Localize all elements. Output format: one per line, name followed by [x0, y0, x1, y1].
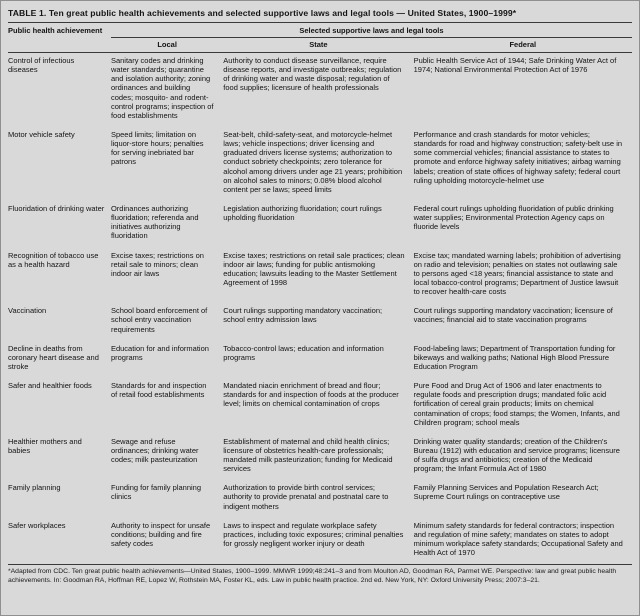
achievement-cell: Healthier mothers and babies — [8, 436, 82, 455]
table-row — [8, 518, 632, 565]
footnote: *Adapted from CDC. Ten great public health achievements—United States, 1900–1999. MMWR 1999;48:241–3 and from Moulton AD, Goodman RA, Parmet WE. Perspective: law and great public health achievements. In: Goodman RA, Hoffman RE, Lopez W, Rothstein MA, Foster KL, eds. Law in public health practice. 2nd ed. New York, NY: Oxford University Press; 2007:3–21. — [8, 568, 617, 585]
local-cell: Authority to inspect for unsafe conditions; building and fire safety codes — [110, 520, 211, 549]
achievement-cell: Motor vehicle safety — [8, 129, 75, 139]
table-row — [8, 341, 632, 378]
state-cell: Excise taxes; restrictions on retail sale practices; clean indoor air laws; funding for public antismoking education; lawsuits leading to the Master Settlement Agreement of 1998 — [223, 250, 405, 287]
local-cell: Speed limits; limitation on liquor-store hours; penalties for serving inebriated bar patrons — [110, 129, 204, 167]
federal-cell: Pure Food and Drug Act of 1906 and later enactments to regulate foods and prescription drugs; mandated folic acid fortification of cereal grain products; limits on chemical contamination of crops; food stamps; the Women, Infants, and Children program; school meals — [413, 381, 620, 427]
federal-cell: Excise tax; mandated warning labels; prohibition of advertising on radio and television; penalties on states not outlawing sale to persons aged <18 years; financial assistance to state and local tobacco-control programs; Department of Justice lawsuit to recover health-care costs — [413, 250, 621, 297]
group-header-row — [8, 23, 632, 38]
federal-cell: Performance and crash standards for motor vehicles; standards for road and highway construction; safety-belt use in some commercial vehicles; financial assistance to states to promote and enforce highway safety initiatives; airbag warning labels; creation of state offices of highway safety; federal court ruling upholding motorcycle-helmet use — [413, 129, 623, 185]
state-cell: Seat-belt, child-safety-seat, and motorcycle-helmet laws; vehicle inspections; driver licensing and graduated drivers license systems; authorization to conduct sobriety checkpoints; zero tolerance for alcohol among drivers under age 21 years; prohibition on alcohol sales to minors; 0.08% blood alcohol content per se laws; speed limits — [223, 129, 403, 194]
federal-cell: Public Health Service Act of 1944; Safe Drinking Water Act of 1974; National Environmental Protection Act of 1976 — [413, 56, 617, 75]
state-cell: Tobacco-control laws; education and information programs — [223, 343, 384, 362]
col-header-local: Local — [111, 38, 223, 53]
local-cell: Ordinances authorizing fluoridation; referenda and initiatives authorizing fluoridation — [110, 203, 199, 241]
federal-cell: Minimum safety standards for federal contractors; inspection and regulation of mine safety; mandates on states to adopt minimum workplace safety standards; Occupational Safety and Health Act of 1970 — [413, 520, 623, 558]
local-cell: Education for and information programs — [110, 343, 209, 362]
col-header-state: State — [223, 38, 413, 53]
state-cell: Court rulings supporting mandatory vaccination; school entry admission laws — [223, 306, 383, 325]
federal-cell: Drinking water quality standards; creation of the Children's Bureau (1912) with education and service programs; licensure of sulfa drugs and antibiotics; creation of the Medicaid program; the Infant Formula Act of 1980 — [413, 436, 620, 474]
achievement-cell: Family planning — [8, 483, 61, 493]
table-row — [8, 127, 632, 201]
state-cell: Authority to conduct disease surveillance, require disease reports, and investigate outbreaks; regulation of drinking water and waste disposal; regulation of food supplies; licensure of health professionals — [223, 56, 402, 93]
achievement-cell: Safer and healthier foods — [8, 381, 92, 391]
federal-cell: Family Planning Services and Population Research Act; Supreme Court rulings on contraceptive use — [413, 483, 599, 502]
local-cell: Sewage and refuse ordinances; drinking water codes; milk pasteurization — [110, 436, 199, 465]
local-cell: Funding for family planning clinics — [110, 483, 202, 502]
public-health-achievements-table — [8, 23, 632, 565]
local-cell: Excise taxes; restrictions on retail sale to minors; clean indoor air laws — [110, 250, 204, 278]
col-header-achievement: Public health achievement — [8, 23, 111, 53]
achievement-cell: Control of infectious diseases — [8, 56, 75, 75]
table-row — [8, 53, 632, 127]
state-cell: Establishment of maternal and child health clinics; licensure of obstetrics health-care professionals; mandated milk pasteurization; funding for Medicaid services — [223, 436, 393, 474]
table-header — [8, 23, 632, 53]
table-row — [8, 248, 632, 304]
table-body — [8, 53, 632, 565]
group-header-laws: Selected supportive laws and legal tools — [111, 23, 632, 38]
achievement-cell: Recognition of tobacco use as a health hazard — [8, 250, 99, 269]
table-row — [8, 303, 632, 340]
achievement-cell: Vaccination — [8, 306, 47, 316]
table-row — [8, 434, 632, 481]
federal-cell: Food-labeling laws; Department of Transportation funding for bikeways and walking paths; National High Blood Pressure Education Program — [413, 343, 616, 371]
table-row — [8, 378, 632, 434]
achievement-cell: Fluoridation of drinking water — [8, 203, 105, 213]
achievement-cell: Safer workplaces — [8, 520, 66, 530]
achievement-cell: Decline in deaths from coronary heart disease and stroke — [8, 343, 99, 371]
table-row — [8, 480, 632, 517]
federal-cell: Federal court rulings upholding fluoridation of public drinking water supplies; Environmental Protection Agency caps on fluoride levels — [413, 203, 614, 232]
table-row — [8, 201, 632, 248]
state-cell: Legislation authorizing fluoridation; court rulings upholding fluoridation — [223, 203, 382, 223]
state-cell: Laws to inspect and regulate workplace safety practices, including toxic exposures; criminal penalties for grossly negligent worker injury or death — [223, 520, 404, 549]
federal-cell: Court rulings supporting mandatory vaccination; licensure of vaccines; financial aid to state vaccination programs — [413, 306, 613, 325]
local-cell: Sanitary codes and drinking water standards; quarantine and isolation authority; zoning ordinances and building codes; mosquito- and rodent-control programs; inspection of food establishments — [110, 56, 214, 120]
table-title: TABLE 1. Ten great public health achievements and selected supportive laws and legal tools — United States, 1900–1999* — [8, 5, 632, 23]
col-header-federal: Federal — [414, 38, 632, 53]
state-cell: Authorization to provide birth control services; authority to provide prenatal and postnatal care to indigent mothers — [223, 483, 389, 511]
local-cell: Standards for and inspection of retail food establishments — [110, 381, 207, 400]
local-cell: School board enforcement of school entry vaccination requirements — [110, 306, 208, 334]
state-cell: Mandated niacin enrichment of bread and flour; standards for and inspection of foods at the producer level; limits on chemical contamination of crops — [223, 381, 399, 409]
